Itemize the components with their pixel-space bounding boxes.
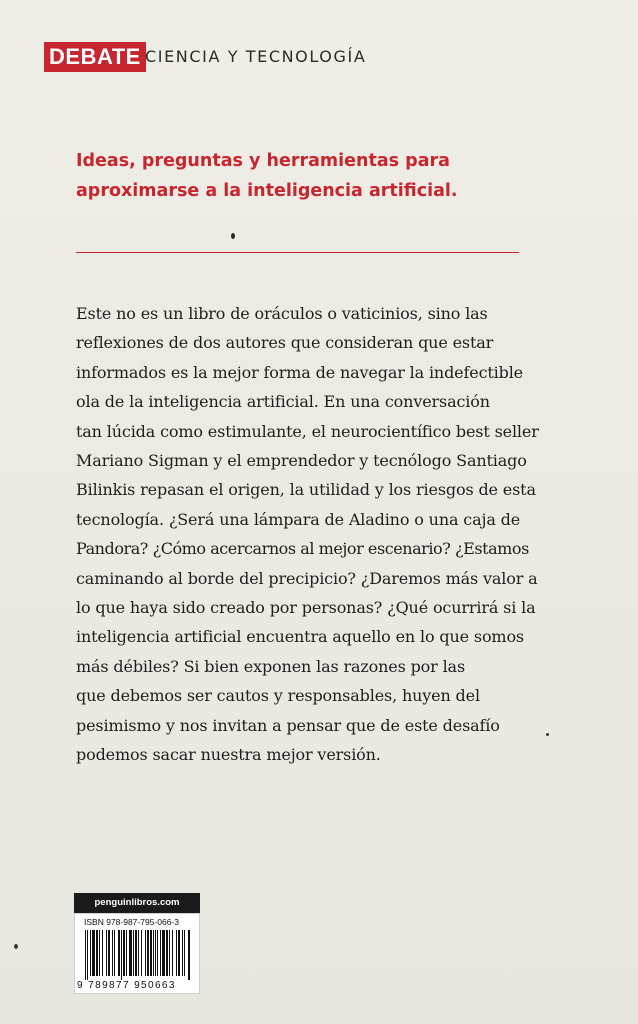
barcode-panel <box>74 913 200 994</box>
publisher-url: penguinlibros.com <box>74 893 200 913</box>
collection-name: CIENCIA Y TECNOLOGÍA <box>145 47 367 66</box>
tagline <box>76 146 536 206</box>
synopsis-line: informados es la mejor forma de navegar la indefectible <box>76 362 524 382</box>
barcode-bar <box>160 930 161 976</box>
divider-rule <box>76 252 519 253</box>
ornament-dot-icon <box>231 233 235 239</box>
barcode-bar <box>121 930 122 980</box>
barcode-bar <box>176 930 177 976</box>
print-speck <box>14 944 18 949</box>
barcode-bar <box>138 930 139 976</box>
print-speck <box>546 733 549 736</box>
barcode-bar <box>99 930 100 976</box>
publisher-logo: DEBATE <box>44 42 146 72</box>
barcode-bar <box>182 930 183 976</box>
synopsis-line: más débiles? Si bien exponen las razones por las <box>76 656 466 676</box>
synopsis-line: tan lúcida como estimulante, el neurocientífico best seller <box>76 421 539 441</box>
synopsis-line: caminando al borde del precipicio? ¿Daremos más valor a <box>76 568 538 588</box>
synopsis-line: Pandora? ¿Cómo acercarnos al mejor escenario? ¿Estamos <box>76 539 529 559</box>
synopsis-line: inteligencia artificial encuentra aquello en lo que somos <box>76 627 524 647</box>
barcode-bar <box>92 930 95 976</box>
barcode-bar <box>178 930 180 976</box>
barcode-bar <box>108 930 110 976</box>
synopsis-line: pesimismo y nos invitan a pensar que de este desafío <box>76 715 500 735</box>
barcode-bar <box>102 930 103 976</box>
barcode-bar <box>188 930 190 980</box>
barcode-bar <box>150 930 152 976</box>
barcode-bar <box>147 930 149 976</box>
barcode-bar <box>90 930 91 976</box>
barcode-bar <box>114 930 115 976</box>
barcode-bar <box>141 930 142 976</box>
synopsis-line: reflexiones de dos autores que consideran que estar <box>76 333 494 353</box>
barcode-bar <box>126 930 127 976</box>
barcode-bar <box>133 930 134 976</box>
barcode-bar <box>145 930 146 976</box>
barcode-bar <box>172 930 173 976</box>
barcode-bar <box>162 930 165 976</box>
isbn-number: ISBN 978-987-795-066-3 <box>84 917 179 927</box>
synopsis-line: Mariano Sigman y el emprendedor y tecnólogo Santiago <box>76 451 527 471</box>
synopsis-line: tecnología. ¿Será una lámpara de Aladino o una caja de <box>76 509 521 529</box>
synopsis-line: lo que haya sido creado por personas? ¿Qué ocurrirá si la <box>76 598 536 618</box>
barcode-bar <box>155 930 156 976</box>
synopsis-line: que debemos ser cautos y responsables, huyen del <box>76 686 480 706</box>
synopsis-line: ola de la inteligencia artificial. En una conversación <box>76 392 490 412</box>
barcode-bar <box>106 930 107 976</box>
barcode-bar <box>129 930 132 976</box>
synopsis-line: Este no es un libro de oráculos o vaticinios, sino las <box>76 304 488 323</box>
barcode-bar <box>169 930 170 976</box>
tagline-line: Ideas, preguntas y herramientas para <box>76 151 450 171</box>
barcode-bar <box>157 930 158 976</box>
barcode-bar <box>118 930 120 976</box>
tagline-line: aproximarse a la inteligencia artificial. <box>76 181 458 201</box>
barcode-bar <box>87 930 88 980</box>
ean-digits: 9 789877 950663 <box>77 980 176 991</box>
barcode-bar <box>85 930 86 980</box>
isbn-barcode-block <box>74 893 200 994</box>
barcode-icon <box>83 930 193 980</box>
barcode-bar <box>166 930 168 976</box>
barcode-bar <box>123 930 125 976</box>
barcode-bar <box>112 930 113 976</box>
barcode-bar <box>96 930 98 976</box>
barcode-bar <box>135 930 137 976</box>
synopsis <box>76 299 546 770</box>
barcode-bar <box>184 930 185 976</box>
barcode-bar <box>153 930 154 976</box>
synopsis-line: podemos sacar nuestra mejor versión. <box>76 745 381 765</box>
synopsis-line: Bilinkis repasan el origen, la utilidad y los riesgos de esta <box>76 480 536 500</box>
